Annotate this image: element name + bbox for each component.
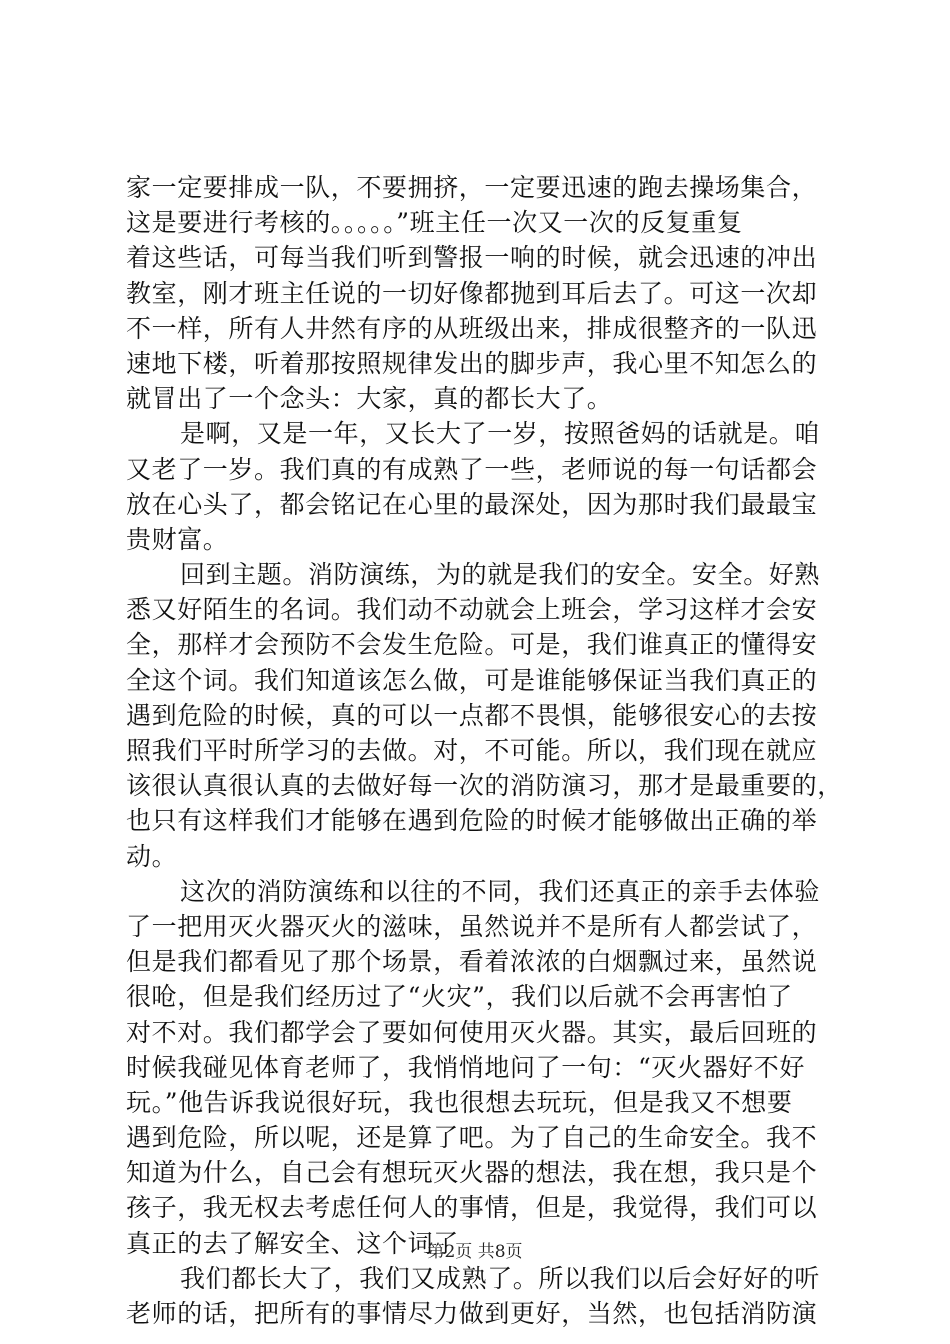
text-line: 时候我碰见体育老师了，我悄悄地问了一句：“灭火器好不好 [126,1052,805,1082]
paragraph-first-line: 是啊，又是一年，又长大了一岁，按照爸妈的话就是。咱 [180,419,821,449]
text-line: 放在心头了，都会铭记在心里的最深处，因为那时我们最最宝 [126,489,818,519]
text-line: 全，那样才会预防不会发生危险。可是，我们谁真正的懂得安 [126,630,818,660]
text-line: 真正的去了解安全、这个词了 [126,1228,459,1258]
text-line: 遇到危险的时候，真的可以一点都不畏惧，能够很安心的去按 [126,700,818,730]
text-line: 动。 [126,841,178,871]
text-line: 全这个词。我们知道该怎么做，可是谁能够保证当我们真正的 [126,665,818,695]
text-line: 就冒出了一个念头：大家，真的都长大了。 [126,384,613,414]
text-line: 着这些话，可每当我们听到警报一响的时候，就会迅速的冲出 [126,243,818,273]
text-line: 对不对。我们都学会了要如何使用灭火器。其实，最后回班的 [126,1017,818,1047]
text-line: 贵财富。 [126,524,229,554]
text-line: 知道为什么，自己会有想玩灭火器的想法，我在想，我只是个 [126,1158,818,1188]
text-line: 孩子，我无权去考虑任何人的事情，但是，我觉得，我们可以 [126,1193,818,1223]
text-line: 这是要进行考核的。。。。。”班主任一次又一次的反复重复 [126,208,743,238]
text-line: 也只有这样我们才能够在遇到危险的时候才能够做出正确的举 [126,806,818,836]
text-line: 悉又好陌生的名词。我们动不动就会上班会，学习这样才会安 [126,595,818,625]
paragraph-first-line: 这次的消防演练和以往的不同，我们还真正的亲手去体验 [180,876,821,906]
text-line: 照我们平时所学习的去做。对，不可能。所以，我们现在就应 [126,736,818,765]
page-number-footer: 第2页 共8页 [427,1242,523,1262]
text-line: 了一把用灭火器灭火的滋味，虽然说并不是所有人都尝试了， [126,911,818,941]
text-line: 不一样，所有人井然有序的从班级出来，排成很整齐的一队迅 [126,313,818,343]
paragraph-first-line: 回到主题。消防演练，为的就是我们的安全。安全。好熟 [180,560,821,590]
text-line: 但是我们都看见了那个场景，看着浓浓的白烟飘过来，虽然说 [126,947,818,977]
text-line: 老师的话，把所有的事情尽力做到更好，当然，也包括消防演 [126,1299,818,1328]
text-line: 该很认真很认真的去做好每一次的消防演习，那才是最重要的， [126,771,843,801]
text-line: 速地下楼，听着那按照规律发出的脚步声，我心里不知怎么的 [126,348,818,378]
text-line: 很呛，但是我们经历过了“火灾”，我们以后就不会再害怕了 [126,982,793,1012]
text-line: 教室，刚才班主任说的一切好像都抛到耳后去了。可这一次却 [126,278,818,308]
text-line: 遇到危险，所以呢，还是算了吧。为了自己的生命安全。我不 [126,1123,818,1153]
text-line: 玩。”他告诉我说很好玩，我也很想去玩玩，但是我又不想要 [126,1087,793,1117]
text-line: 又老了一岁。我们真的有成熟了一些，老师说的每一句话都会 [126,454,818,484]
text-line: 家一定要排成一队，不要拥挤，一定要迅速的跑去操场集合， [126,173,818,202]
paragraph-first-line: 我们都长大了，我们又成熟了。所以我们以后会好好的听 [180,1263,821,1293]
document-body [126,170,843,1331]
